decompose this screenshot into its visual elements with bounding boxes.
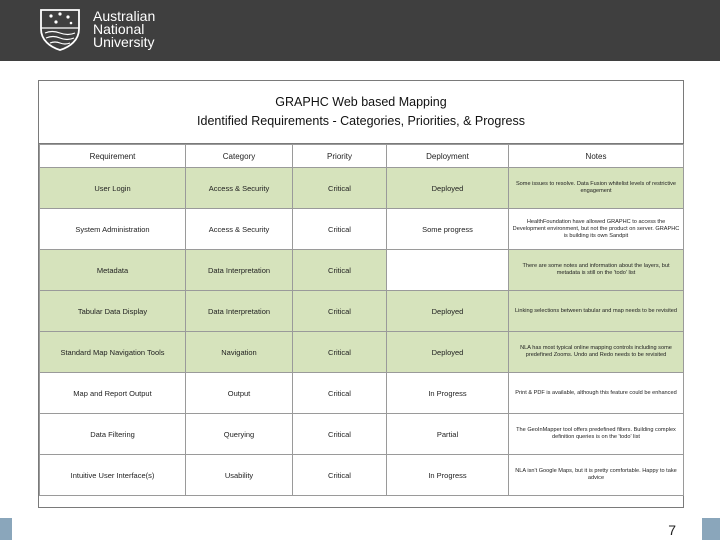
category-cell: Access & Security: [186, 209, 293, 250]
footer-panel: [12, 518, 702, 540]
category-cell: Data Interpretation: [186, 250, 293, 291]
university-name-line: Australian: [93, 7, 156, 24]
column-header: Priority: [293, 145, 387, 168]
priority-cell: Critical: [293, 168, 387, 209]
notes-cell: Print & PDF is available, although this feature could be enhanced: [509, 373, 684, 414]
deployment-cell: Some progress: [387, 209, 509, 250]
notes-cell: Some issues to resolve. Data Fusion whitelist levels of restrictive engagement: [509, 168, 684, 209]
requirement-cell: Standard Map Navigation Tools: [40, 332, 186, 373]
requirement-cell: Map and Report Output: [40, 373, 186, 414]
table-row: [40, 332, 684, 373]
requirement-cell: Intuitive User Interface(s): [40, 455, 186, 496]
requirement-cell: User Login: [40, 168, 186, 209]
table-header-row: [40, 145, 684, 168]
university-name-line: University: [93, 33, 155, 50]
university-name-line: National: [93, 20, 145, 37]
category-cell: Navigation: [186, 332, 293, 373]
header-bar: [0, 0, 720, 61]
category-cell: Output: [186, 373, 293, 414]
column-header: Notes: [509, 145, 684, 168]
notes-cell: NLA has most typical online mapping controls including some predefined Zooms. Undo and Redo needs to be revisited: [509, 332, 684, 373]
column-header: Category: [186, 145, 293, 168]
deployment-cell: In Progress: [387, 455, 509, 496]
notes-cell: There are some notes and information about the layers, but metadata is still on the 'todo' list: [509, 250, 684, 291]
requirement-cell: Data Filtering: [40, 414, 186, 455]
table-row: [40, 455, 684, 496]
anu-crest-icon: [37, 7, 83, 51]
requirement-cell: Metadata: [40, 250, 186, 291]
table-row: [40, 291, 684, 332]
category-cell: Data Interpretation: [186, 291, 293, 332]
table-row: [40, 250, 684, 291]
page-number: 7: [668, 522, 676, 538]
deployment-cell: Deployed: [387, 332, 509, 373]
priority-cell: Critical: [293, 414, 387, 455]
priority-cell: Critical: [293, 332, 387, 373]
notes-cell: Linking selections between tabular and map needs to be revisited: [509, 291, 684, 332]
slide-title: GRAPHC Web based Mapping: [275, 95, 447, 109]
university-logo: [37, 7, 155, 51]
table-row: [40, 168, 684, 209]
priority-cell: Critical: [293, 209, 387, 250]
category-cell: Usability: [186, 455, 293, 496]
deployment-cell: In Progress: [387, 373, 509, 414]
priority-cell: Critical: [293, 291, 387, 332]
priority-cell: Critical: [293, 250, 387, 291]
priority-cell: Critical: [293, 455, 387, 496]
deployment-cell: [387, 250, 509, 291]
deployment-cell: Partial: [387, 414, 509, 455]
table-row: [40, 373, 684, 414]
table-body: [40, 168, 684, 496]
category-cell: Querying: [186, 414, 293, 455]
requirement-cell: Tabular Data Display: [40, 291, 186, 332]
requirement-cell: System Administration: [40, 209, 186, 250]
slide-subtitle: Identified Requirements - Categories, Priorities, & Progress: [197, 114, 525, 128]
table-row: [40, 209, 684, 250]
deployment-cell: Deployed: [387, 168, 509, 209]
column-header: Requirement: [40, 145, 186, 168]
notes-cell: The GeoInMapper tool offers predefined filters. Building complex definition queries is on the 'todo' list: [509, 414, 684, 455]
notes-cell: NLA isn't Google Maps, but it is pretty comfortable. Happy to take advice: [509, 455, 684, 496]
title-box: [39, 81, 683, 144]
table-row: [40, 414, 684, 455]
priority-cell: Critical: [293, 373, 387, 414]
slide-frame: [38, 80, 684, 508]
column-header: Deployment: [387, 145, 509, 168]
notes-cell: HealthFoundation have allowed GRAPHC to access the Development environment, but not the product on server. GRAPHC is building its own Sandpit: [509, 209, 684, 250]
university-name: [93, 7, 156, 50]
deployment-cell: Deployed: [387, 291, 509, 332]
requirements-table: [39, 144, 684, 496]
category-cell: Access & Security: [186, 168, 293, 209]
